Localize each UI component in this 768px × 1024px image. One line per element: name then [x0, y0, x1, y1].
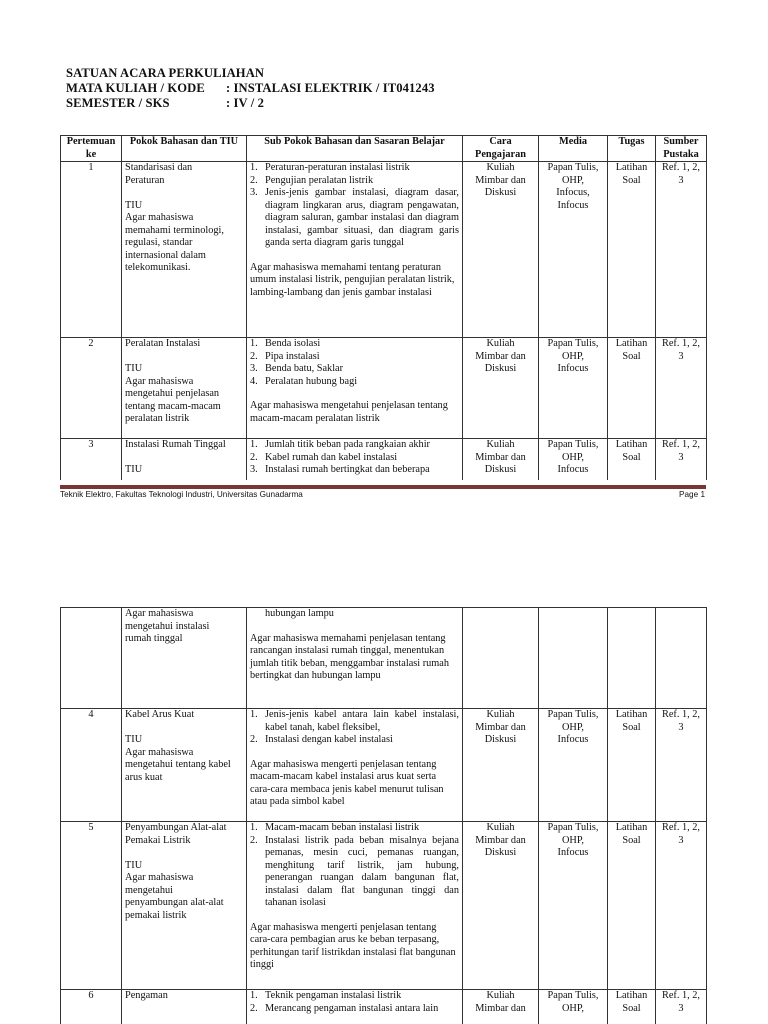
table-row [61, 338, 707, 439]
cell-line: Ref. 1, 2, [661, 439, 701, 450]
list-item [250, 835, 459, 910]
cell-line: Mimbar dan [475, 174, 526, 186]
cell-tugas [608, 608, 656, 709]
cell-line: Instalasi Rumah Tinggal [125, 439, 226, 450]
list-number: 4. [250, 375, 258, 387]
document-title: SATUAN ACARA PERKULIAHAN [66, 66, 265, 80]
cell-line: OHP, [561, 350, 585, 362]
list-item [250, 1003, 459, 1016]
cell-media [539, 822, 608, 990]
list-item [250, 376, 459, 389]
cell-line: Agar mahasiswa [125, 375, 194, 387]
table-row [61, 608, 707, 709]
list-text: Jenis-jenis kabel antara lain kabel instalasi, kabel tanah, kabel fleksibel, [265, 709, 459, 733]
table-row [61, 822, 707, 990]
cell-line: Soal [622, 451, 641, 463]
list-text: Peralatan hubung bagi [265, 375, 358, 387]
header-value: : IV / 2 [226, 96, 265, 110]
list-number: 1. [250, 990, 258, 1001]
list-text: Pipa instalasi [265, 350, 320, 362]
cell-line: TIU [125, 734, 143, 745]
cell-line: Soal [622, 834, 641, 846]
cell-line: penyambungan alat-alat [125, 897, 224, 908]
sub-topic-list [250, 162, 459, 250]
table-row [61, 709, 707, 822]
cell-line: internasional dalam [125, 249, 206, 261]
cell-line: Ref. 1, 2, [661, 822, 701, 833]
cell-line: Papan Tulis, [547, 439, 599, 450]
cell-line [125, 187, 243, 200]
list-number: 2. [250, 834, 258, 846]
table-body-page-1 [61, 162, 707, 481]
list-number: 2. [250, 174, 258, 186]
cell-media [539, 608, 608, 709]
cell-line: arus kuat [125, 771, 163, 783]
list-item [250, 822, 459, 835]
list-text: Merancang pengaman instalasi antara lain [265, 1002, 439, 1014]
cell-sumber-pustaka [656, 608, 707, 709]
col-header-pertemuan: Pertemuan ke [61, 136, 122, 162]
cell-line: Peraturan [125, 174, 165, 186]
cell-tugas [608, 990, 656, 1024]
list-text: Teknik pengaman instalasi listrik [265, 990, 402, 1001]
cell-cara-pengajaran [463, 338, 539, 439]
cell-pertemuan: 2 [61, 338, 122, 439]
schedule-table-page-2 [60, 607, 707, 1024]
cell-line: Mimbar dan [475, 721, 526, 733]
cell-pokok-bahasan [122, 608, 247, 709]
cell-line: Ref. 1, 2, [661, 162, 701, 173]
col-header-tugas: Tugas [608, 136, 656, 162]
list-item [250, 452, 459, 465]
cell-line: Latihan [615, 338, 648, 349]
table-body-page-2 [61, 608, 707, 1024]
cell-line: pemakai listrik [125, 909, 187, 921]
list-number: 2. [250, 350, 258, 362]
table-row [61, 162, 707, 338]
cell-line: Diskusi [484, 187, 517, 198]
cell-line: Papan Tulis, [547, 990, 599, 1001]
cell-line: mengetahui [125, 884, 174, 896]
cell-line: Papan Tulis, [547, 822, 599, 833]
cell-line [125, 351, 243, 364]
cell-line: mengetahui tentang kabel [125, 759, 231, 770]
cell-line: Soal [622, 1002, 641, 1014]
cell-cara-pengajaran [463, 162, 539, 338]
cell-pertemuan: 5 [61, 822, 122, 990]
cell-media [539, 990, 608, 1024]
cell-sub-pokok [247, 990, 463, 1024]
cell-line: Latihan [615, 439, 648, 450]
list-text: Peraturan-peraturan instalasi listrik [265, 162, 410, 173]
sub-topic-list [250, 822, 459, 910]
cell-line: Agar mahasiswa [125, 872, 194, 883]
cell-line: rumah tinggal [125, 633, 183, 644]
footer-page-number: Page 1 [679, 490, 705, 499]
list-text: Instalasi rumah bertingkat dan beberapa [265, 464, 430, 475]
cell-line: Pemakai Listrik [125, 834, 191, 846]
list-text: Kabel rumah dan kabel instalasi [265, 451, 398, 463]
list-number: 3. [250, 464, 258, 475]
cell-line: regulasi, standar [125, 237, 193, 248]
cell-line: memahami terminologi, [125, 224, 224, 236]
list-text: Benda batu, Saklar [265, 363, 344, 374]
cell-sub-pokok [247, 608, 463, 709]
list-text: Benda isolasi [265, 338, 321, 349]
learning-objective: Agar mahasiswa memahami penjelasan tentang rancangan instalasi rumah tinggal, menentukan jumlah titik beban, menggambar instalasi rumah bertingkat dan hubungan lampu [250, 632, 450, 681]
cell-tugas [608, 439, 656, 481]
sub-topic-list [250, 338, 459, 388]
list-number: 1. [250, 162, 258, 173]
cell-line: Pengaman [125, 990, 168, 1001]
footer-institution: Teknik Elektro, Fakultas Teknologi Industri, Universitas Gunadarma [60, 490, 303, 499]
cell-line: Kuliah [486, 338, 515, 349]
list-item [250, 187, 459, 250]
footer-divider [60, 485, 706, 489]
cell-line: Papan Tulis, [547, 709, 599, 720]
cell-line: 3 [678, 834, 684, 846]
cell-media [539, 338, 608, 439]
cell-line: Kuliah [486, 822, 515, 833]
cell-line: Soal [622, 721, 641, 733]
cell-line: Latihan [615, 822, 648, 833]
cell-line: OHP, [561, 834, 585, 846]
cell-line: Ref. 1, 2, [661, 990, 701, 1001]
cell-line: Infocus [557, 464, 589, 475]
cell-pokok-bahasan [122, 162, 247, 338]
cell-line: Ref. 1, 2, [661, 338, 701, 349]
cell-pertemuan: 4 [61, 709, 122, 822]
cell-pertemuan: 3 [61, 439, 122, 481]
cell-line: Agar mahasiswa [125, 608, 194, 619]
cell-line: Mimbar dan [475, 1002, 526, 1014]
cell-line: Kuliah [486, 439, 515, 450]
list-text: Pengujian peralatan listrik [265, 174, 374, 186]
cell-line: Kuliah [486, 990, 515, 1001]
cell-media [539, 162, 608, 338]
cell-sub-pokok [247, 338, 463, 439]
cell-cara-pengajaran [463, 990, 539, 1024]
cell-line: mengetahui penjelasan [125, 388, 220, 399]
cell-tugas [608, 338, 656, 439]
cell-cara-pengajaran [463, 709, 539, 822]
cell-line: TIU [125, 199, 143, 211]
cell-line: 3 [678, 174, 684, 186]
cell-cara-pengajaran [463, 822, 539, 990]
learning-objective: Agar mahasiswa mengetahui penjelasan tentang macam-macam peralatan listrik [250, 400, 448, 424]
cell-pertemuan: 6 [61, 990, 122, 1024]
table-header-row [61, 136, 707, 162]
cell-line: Papan Tulis, [547, 162, 599, 173]
list-item [250, 162, 459, 175]
list-text: Macam-macam beban instalasi listrik [265, 822, 420, 833]
cell-line: Diskusi [484, 464, 517, 475]
list-item [250, 439, 459, 452]
header-key: SEMESTER / SKS [66, 96, 170, 110]
cell-pokok-bahasan [122, 709, 247, 822]
cell-line: mengetahui instalasi [125, 620, 210, 632]
cell-media [539, 709, 608, 822]
sub-topic-list [250, 990, 459, 1015]
list-item [250, 990, 459, 1003]
list-number: 1. [250, 439, 258, 450]
cell-line: 3 [678, 451, 684, 463]
cell-sumber-pustaka [656, 822, 707, 990]
list-number: 2. [250, 734, 258, 745]
cell-line: telekomunikasi. [125, 262, 191, 273]
cell-line: 3 [678, 721, 684, 733]
header-value: : INSTALASI ELEKTRIK / IT041243 [226, 81, 435, 95]
cell-line: 3 [678, 350, 684, 362]
cell-sumber-pustaka [656, 990, 707, 1024]
learning-objective: Agar mahasiswa mengerti penjelasan tentang macam-macam kabel instalasi arus kuat serta cara-cara membaca jenis kabel menurut tulisan atau pada simbol kabel [250, 758, 444, 807]
cell-line: Diskusi [484, 847, 517, 858]
cell-pokok-bahasan [122, 990, 247, 1024]
list-number: 1. [250, 338, 258, 349]
list-item [250, 351, 459, 364]
cell-line: OHP, [561, 721, 585, 733]
list-number: 1. [250, 709, 258, 720]
cell-line: TIU [125, 464, 143, 475]
list-text: Instalasi dengan kabel instalasi [265, 734, 393, 745]
cell-line: Diskusi [484, 363, 517, 374]
list-text: Jumlah titik beban pada rangkaian akhir [265, 439, 430, 450]
cell-sub-pokok [247, 822, 463, 990]
cell-cara-pengajaran [463, 439, 539, 481]
col-header-pokok: Pokok Bahasan dan TIU [122, 136, 247, 162]
cell-line: Kuliah [486, 709, 515, 720]
col-header-media: Media [539, 136, 608, 162]
cell-line: Infocus [557, 199, 589, 211]
cell-line: Infocus [557, 363, 589, 374]
cell-line: OHP, [561, 451, 585, 463]
cell-line: OHP, [561, 1002, 585, 1014]
cell-sub-pokok [247, 709, 463, 822]
continued-text: hubungan lampu [265, 608, 334, 619]
cell-line: Standarisasi dan [125, 162, 193, 173]
cell-sumber-pustaka [656, 439, 707, 481]
list-item [250, 734, 459, 747]
cell-tugas [608, 162, 656, 338]
list-item [250, 338, 459, 351]
cell-sumber-pustaka [656, 162, 707, 338]
cell-line: Latihan [615, 162, 648, 173]
list-item [250, 709, 459, 734]
cell-line: Kabel Arus Kuat [125, 709, 195, 720]
cell-sub-pokok [247, 162, 463, 338]
cell-tugas [608, 709, 656, 822]
cell-line: Soal [622, 350, 641, 362]
cell-line [125, 452, 243, 465]
sub-topic-list [250, 709, 459, 747]
col-header-sub-pokok: Sub Pokok Bahasan dan Sasaran Belajar [247, 136, 463, 162]
list-number: 3. [250, 187, 258, 198]
cell-line: TIU [125, 363, 143, 374]
cell-sumber-pustaka [656, 338, 707, 439]
cell-line: Latihan [615, 990, 648, 1001]
cell-cara-pengajaran [463, 608, 539, 709]
cell-pokok-bahasan [122, 338, 247, 439]
list-number: 3. [250, 363, 258, 374]
cell-line: Penyambungan Alat-alat [125, 822, 227, 833]
cell-sumber-pustaka [656, 709, 707, 822]
cell-pokok-bahasan [122, 822, 247, 990]
list-text: Jenis-jenis gambar instalasi, diagram dasar, diagram lingkaran arus, diagram pengawatan, diagram saluran, gambar instalasi dan diagram instalasi, gambar situasi, dan diagram garis ganda serta diagram garis tunggal [265, 187, 459, 248]
cell-line: tentang macam-macam [125, 400, 221, 412]
cell-line: Soal [622, 174, 641, 186]
cell-line: Mimbar dan [475, 834, 526, 846]
list-number: 1. [250, 822, 258, 833]
cell-line: Peralatan Instalasi [125, 338, 201, 349]
cell-line: Mimbar dan [475, 451, 526, 463]
cell-pokok-bahasan [122, 439, 247, 481]
list-number: 2. [250, 1002, 258, 1014]
schedule-table-page-1 [60, 135, 707, 480]
list-item [250, 175, 459, 188]
cell-line: Papan Tulis, [547, 338, 599, 349]
cell-line [125, 847, 243, 860]
cell-line: Diskusi [484, 734, 517, 745]
cell-line: Mimbar dan [475, 350, 526, 362]
cell-line: Infocus, [556, 187, 590, 198]
col-header-sumber: Sumber Pustaka [656, 136, 707, 162]
list-item [250, 363, 459, 376]
cell-pertemuan [61, 608, 122, 709]
cell-tugas [608, 822, 656, 990]
learning-objective: Agar mahasiswa mengerti penjelasan tentang cara-cara pembagian arus ke beban terpasang, perhitungan tarif listrikdan instalasi flat bangunan tinggi [250, 921, 456, 970]
table-row [61, 439, 707, 481]
cell-line: Agar mahasiswa [125, 746, 194, 758]
cell-line: Infocus [557, 734, 589, 745]
cell-line: TIU [125, 859, 143, 871]
col-header-cara: Cara Pengajaran [463, 136, 539, 162]
cell-line: Kuliah [486, 162, 515, 173]
cell-line: OHP, [561, 174, 585, 186]
list-number: 2. [250, 451, 258, 463]
cell-line [125, 722, 243, 735]
table-row [61, 990, 707, 1024]
cell-line: Latihan [615, 709, 648, 720]
cell-pertemuan: 1 [61, 162, 122, 338]
sub-topic-list [250, 439, 459, 477]
cell-line: Infocus [557, 847, 589, 858]
cell-line: Agar mahasiswa [125, 212, 194, 223]
header-key: MATA KULIAH / KODE [66, 81, 205, 95]
cell-line: peralatan listrik [125, 413, 190, 424]
learning-objective: Agar mahasiswa memahami tentang peraturan umum instalasi listrik, pengujian peralatan listrik, lambing-lambang dan jenis gambar instalasi [250, 261, 455, 298]
list-item [250, 464, 459, 477]
page-1-clip [0, 0, 768, 480]
list-text: Instalasi listrik pada beban misalnya bejana pemanas, mesin cuci, pemanas ruangan, menghitung tarif listrik, jam hubung, penerangan ruangan dalam bangunan flat, instalasi dalam flat bangunan tinggi dan tahanan isolasi [265, 834, 459, 908]
cell-media [539, 439, 608, 481]
cell-line: 3 [678, 1002, 684, 1014]
cell-line: Ref. 1, 2, [661, 709, 701, 720]
cell-sub-pokok [247, 439, 463, 481]
